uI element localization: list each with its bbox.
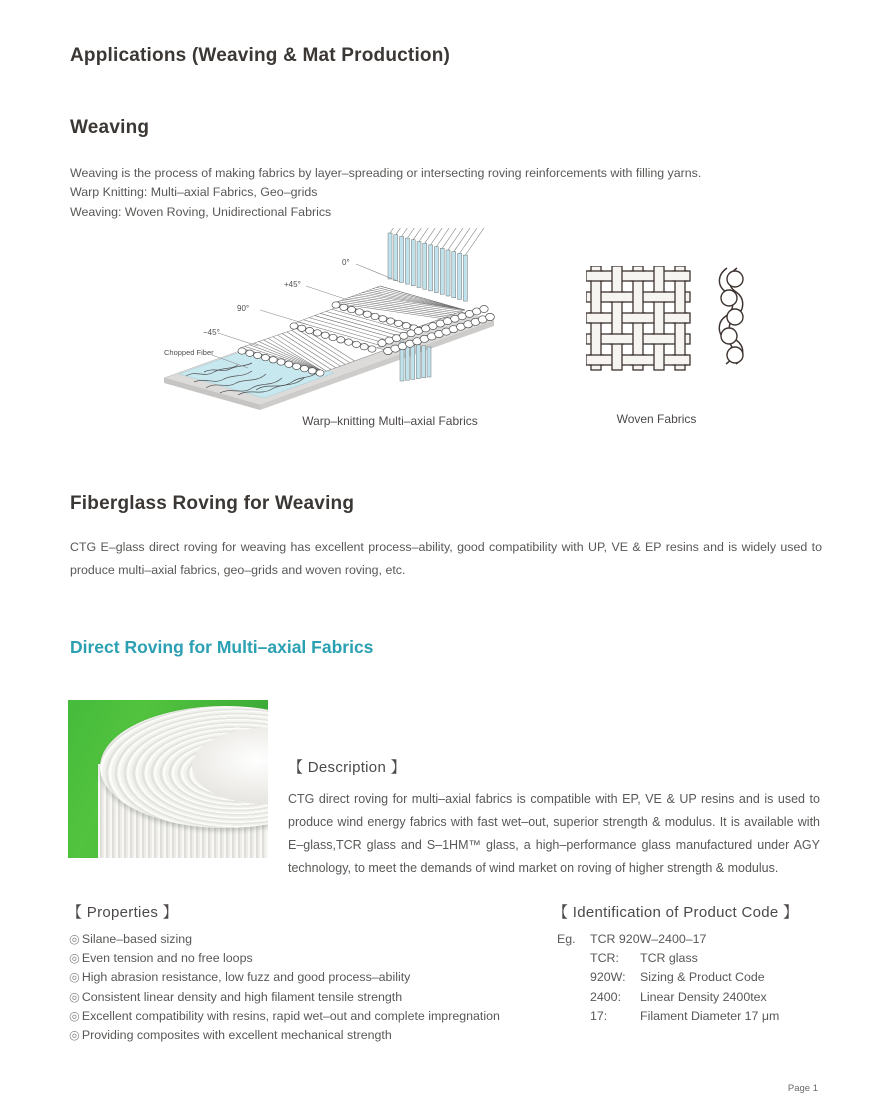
code-row-value: Linear Density 2400tex	[640, 989, 767, 1004]
product-code: TCR 920W–2400–17	[590, 932, 707, 946]
ring-bullet-icon: ◎	[69, 970, 80, 985]
property-text: High abrasion resistance, low fuzz and good process–ability	[81, 970, 411, 985]
code-row-label: 920W:	[590, 970, 626, 985]
code-row	[557, 1007, 779, 1026]
warp-label-plus45: +45°	[284, 280, 301, 289]
description-heading: 【 Description 】	[288, 759, 406, 776]
code-row	[557, 968, 779, 987]
code-row-label: 17:	[590, 1008, 608, 1023]
identification-block	[557, 930, 779, 1026]
property-item	[69, 1026, 500, 1045]
section-weaving-heading: Weaving	[70, 117, 150, 138]
property-item	[69, 930, 500, 949]
ring-bullet-icon: ◎	[69, 1008, 80, 1023]
code-row	[557, 988, 779, 1007]
woven-figure-caption: Woven Fabrics	[616, 412, 697, 426]
warp-figure-caption: Warp–knitting Multi–axial Fabrics	[302, 414, 478, 428]
ring-bullet-icon: ◎	[69, 989, 80, 1004]
property-item	[69, 949, 500, 968]
plain-weave-pattern	[586, 266, 690, 370]
identification-heading: 【 Identification of Product Code 】	[553, 904, 799, 921]
warp-label-minus45: −45°	[203, 328, 220, 337]
warp-knitting-diagram	[160, 228, 495, 423]
property-text: Consistent linear density and high filament tensile strength	[81, 989, 403, 1004]
property-text: Providing composites with excellent mechanical strength	[81, 1028, 392, 1043]
page-title: Applications (Weaving & Mat Production)	[70, 45, 451, 66]
property-text: Even tension and no free loops	[81, 951, 253, 966]
product-photo-roving-spool	[68, 700, 268, 858]
warp-label-90deg: 90°	[237, 304, 250, 313]
product-code-example	[557, 930, 779, 949]
description-paragraph: CTG direct roving for multi–axial fabrics is compatible with EP, VE & UP resins and is used to produce wind energy fabrics with fast wet–out, superior strength & modulus. It is available with E–glass,TCR glass and S–1HM™ glass, a high–performance glass manufactured under AGY technology, to meet the demands of wind market on roving of higher strength & modulus.	[288, 792, 820, 875]
weaving-intro-line: Weaving: Woven Roving, Unidirectional Fabrics	[70, 204, 332, 219]
section-fiberglass-heading: Fiberglass Roving for Weaving	[70, 493, 355, 514]
code-row-value: Filament Diameter 17 μm	[640, 1008, 780, 1023]
woven-fabric-diagram	[586, 266, 746, 374]
warp-label-0deg: 0°	[342, 258, 350, 267]
weaving-intro	[70, 164, 701, 222]
eg-label: Eg.	[557, 932, 576, 946]
section-direct-roving-heading: Direct Roving for Multi–axial Fabrics	[70, 637, 374, 657]
properties-list	[69, 930, 500, 1045]
warp-label-chopped-fiber: Chopped Fiber	[164, 348, 214, 357]
fiberglass-paragraph: CTG E–glass direct roving for weaving has excellent process–ability, good compatibility with UP, VE & EP resins and is widely used to produce multi–axial fabrics, geo–grids and woven roving, etc.	[70, 540, 822, 577]
property-item	[69, 988, 500, 1007]
property-item	[69, 968, 500, 987]
page-number: Page 1	[787, 1083, 818, 1094]
weave-cross-section-icon	[719, 268, 743, 364]
code-row-label: TCR:	[590, 951, 619, 966]
properties-heading: 【 Properties 】	[67, 904, 178, 921]
code-row-value: TCR glass	[640, 951, 698, 966]
ring-bullet-icon: ◎	[69, 1028, 80, 1043]
ring-bullet-icon: ◎	[69, 951, 80, 966]
property-text: Excellent compatibility with resins, rapid wet–out and complete impregnation	[81, 1008, 500, 1023]
code-row-value: Sizing & Product Code	[640, 970, 765, 985]
code-row	[557, 949, 779, 968]
property-item	[69, 1007, 500, 1026]
weaving-intro-line: Weaving is the process of making fabrics by layer–spreading or intersecting roving reinforcements with filling yarns.	[70, 166, 702, 180]
code-row-label: 2400:	[590, 989, 622, 1004]
ring-bullet-icon: ◎	[69, 932, 80, 946]
weaving-intro-line: Warp Knitting: Multi–axial Fabrics, Geo–grids	[70, 185, 318, 200]
property-text: Silane–based sizing	[81, 932, 193, 946]
